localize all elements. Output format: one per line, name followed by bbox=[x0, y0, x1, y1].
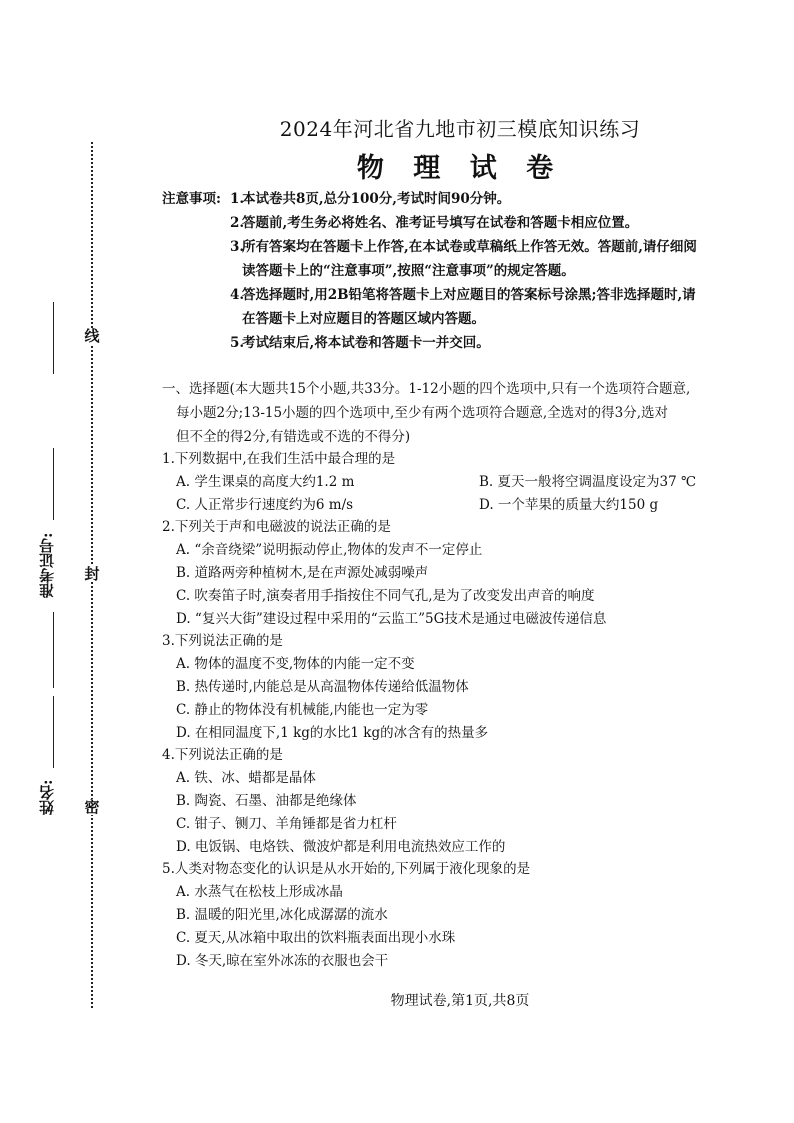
name-label: 姓名: bbox=[38, 779, 56, 815]
binding-marker-line: 线 bbox=[84, 327, 100, 345]
name-underline bbox=[53, 696, 54, 768]
note-number: 4. bbox=[230, 287, 245, 303]
question-4 bbox=[162, 744, 782, 858]
note-item-2 bbox=[162, 211, 782, 235]
option-d: D. 在相同温度下,1 kg的水比1 kg的冰含有的热量多 bbox=[176, 724, 489, 741]
option-c: C. 人正常步行速度约为6 m/s bbox=[176, 496, 354, 513]
option-b: B. 陶瓷、石墨、油都是绝缘体 bbox=[176, 792, 357, 809]
note-text: 考试结束后,将本试卷和答题卡一并交回。 bbox=[242, 335, 490, 351]
note-number: 1. bbox=[230, 191, 245, 207]
option-c: C. 静止的物体没有机械能,内能也一定为零 bbox=[176, 701, 429, 718]
question-stem: 1.下列数据中,在我们生活中最合理的是 bbox=[162, 451, 396, 467]
binding-marker-secret: 密 bbox=[84, 798, 100, 816]
note-item-4 bbox=[162, 283, 782, 331]
option-b: B. 热传递时,内能总是从高温物体传递给低温物体 bbox=[176, 678, 469, 695]
notes-label: 注意事项: bbox=[162, 191, 221, 207]
option-c: C. 夏天,从冰箱中取出的饮料瓶表面出现小水珠 bbox=[176, 929, 456, 946]
note-text: 所有答案均在答题卡上作答,在本试卷或草稿纸上作答无效。答题前,请仔细阅 bbox=[242, 239, 697, 255]
page-footer: 物理试卷,第1页,共8页 bbox=[390, 993, 530, 1009]
note-number: 5. bbox=[230, 335, 245, 351]
question-2 bbox=[162, 516, 782, 630]
option-d: D. 一个苹果的质量大约150 g bbox=[479, 496, 659, 513]
section-line-2: 每小题2分;13-15小题的四个选项中,至少有两个选项符合题意,全选对的得3分,选对 bbox=[176, 405, 669, 421]
note-text-cont: 在答题卡上对应题目的答题区域内答题。 bbox=[242, 311, 485, 327]
question-5 bbox=[162, 858, 782, 972]
option-a: A. 铁、冰、蜡都是晶体 bbox=[176, 770, 316, 787]
exam-subtitle: 物 理 试 卷 bbox=[356, 153, 564, 184]
option-b: B. 道路两旁种植树木,是在声源处减弱噪声 bbox=[176, 564, 429, 581]
option-d: D. “复兴大街”建设过程中采用的“云监工”5G技术是通过电磁波传递信息 bbox=[176, 610, 607, 627]
option-b: B. 温暖的阳光里,冰化成潺潺的流水 bbox=[176, 906, 388, 923]
note-text: 本试卷共8页,总分100分,考试时间90分钟。 bbox=[242, 191, 511, 207]
question-stem: 4.下列说法正确的是 bbox=[162, 747, 283, 764]
exam-id-underline bbox=[53, 448, 54, 520]
question-stem: 3.下列说法正确的是 bbox=[162, 633, 283, 650]
section-instructions bbox=[162, 377, 782, 449]
option-a: A. 学生课桌的高度大约1.2 m bbox=[176, 473, 355, 490]
notes-block bbox=[162, 187, 782, 355]
top-underline bbox=[53, 302, 54, 374]
option-a: A. 水蒸气在松枝上形成冰晶 bbox=[176, 884, 343, 901]
question-3 bbox=[162, 630, 782, 744]
note-number: 2. bbox=[230, 215, 245, 231]
question-1 bbox=[162, 448, 782, 516]
note-item-5 bbox=[162, 331, 782, 355]
note-text-cont: 读答题卡上的“注意事项”,按照“注意事项”的规定答题。 bbox=[242, 263, 575, 279]
note-item-1 bbox=[162, 187, 782, 211]
section-line-3: 但不全的得2分,有错选或不选的不得分) bbox=[176, 429, 411, 445]
option-b: B. 夏天一般将空调温度设定为37 ℃ bbox=[479, 473, 697, 490]
option-a: A. “余音绕梁”说明振动停止,物体的发声不一定停止 bbox=[176, 542, 483, 559]
note-text: 答选择题时,用2B铅笔将答题卡上对应题目的答案标号涂黑;答非选择题时,请 bbox=[242, 287, 696, 303]
note-text: 答题前,考生务必将姓名、准考证号填写在试卷和答题卡相应位置。 bbox=[242, 215, 639, 231]
binding-marker-seal: 封 bbox=[84, 565, 100, 583]
question-stem: 5.人类对物态变化的认识是从水开始的,下列属于液化现象的是 bbox=[162, 861, 531, 878]
option-d: D. 冬天,晾在室外冰冻的衣服也会干 bbox=[176, 952, 389, 969]
exam-id-underline-2 bbox=[53, 612, 54, 688]
option-a: A. 物体的温度不变,物体的内能一定不变 bbox=[176, 656, 415, 673]
section-line-1: 一、选择题(本大题共15个小题,共33分。1-12小题的四个选项中,只有一个选项符合题意, bbox=[162, 381, 691, 397]
note-number: 3. bbox=[230, 239, 245, 255]
exam-title: 2024年河北省九地市初三模底知识练习 bbox=[279, 117, 641, 141]
option-c: C. 吹奏笛子时,演奏者用手指按住不同气孔,是为了改变发出声音的响度 bbox=[176, 587, 595, 604]
option-d: D. 电饭锅、电烙铁、微波炉都是利用电流热效应工作的 bbox=[176, 838, 506, 855]
note-item-3 bbox=[162, 235, 782, 283]
exam-id-label: 准考证号: bbox=[38, 532, 56, 598]
question-stem: 2.下列关于声和电磁波的说法正确的是 bbox=[162, 519, 391, 536]
questions-list bbox=[162, 448, 782, 972]
option-c: C. 钳子、铡刀、羊角锤都是省力杠杆 bbox=[176, 815, 397, 832]
